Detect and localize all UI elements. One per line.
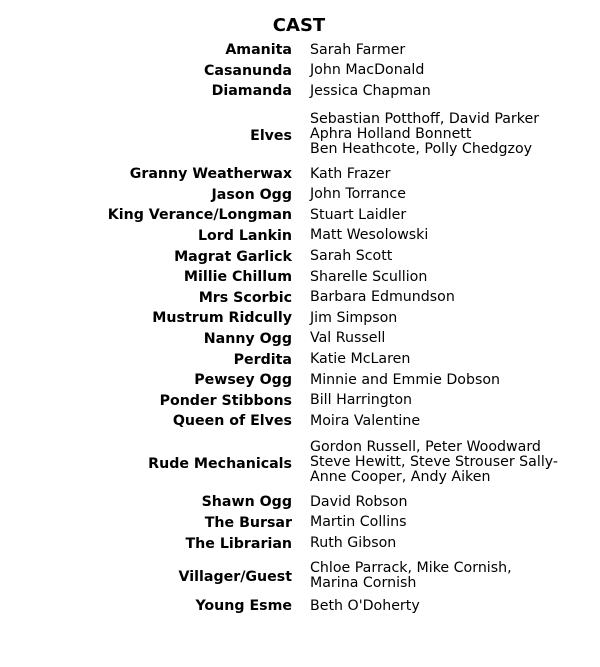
cast-row xyxy=(0,41,600,59)
role-name: Amanita xyxy=(225,42,292,58)
actor-line: Matt Wesolowski xyxy=(310,227,429,244)
actor-line: Sarah Farmer xyxy=(310,41,406,58)
cast-row xyxy=(0,309,600,327)
role-name: Millie Chillum xyxy=(183,269,292,286)
actor-names xyxy=(310,371,580,389)
actor-names xyxy=(310,514,580,532)
cast-row xyxy=(0,206,600,224)
role-name: Elves xyxy=(250,127,292,144)
cast-row xyxy=(0,514,600,532)
actor-line: Anne Cooper, Andy Aiken xyxy=(310,469,491,486)
role-name: The Librarian xyxy=(185,535,292,552)
role-name: Magrat Garlick xyxy=(174,248,292,265)
actor-line: Chloe Parrack, Mike Cornish, xyxy=(310,559,512,576)
actor-line: Steve Hewitt, Steve Strouser Sally- xyxy=(310,454,559,471)
cast-row xyxy=(0,268,600,286)
role-name: Mustrum Ridcully xyxy=(152,310,292,327)
actor-line: Jim Simpson xyxy=(310,309,398,326)
cast-list xyxy=(0,41,600,618)
cast-heading: CAST xyxy=(272,15,326,36)
cast-row xyxy=(0,493,600,511)
actor-names xyxy=(310,493,580,511)
actor-line: Moira Valentine xyxy=(310,412,421,429)
actor-names xyxy=(310,289,580,307)
actor-line: Barbara Edmundson xyxy=(310,289,455,306)
role-name: Jason Ogg xyxy=(211,186,292,203)
actor-names xyxy=(310,227,580,245)
actor-names xyxy=(310,62,580,80)
cast-row xyxy=(0,82,600,100)
cast-row xyxy=(0,371,600,389)
role-name: King Verance/Longman xyxy=(107,207,292,224)
actor-line: Jessica Chapman xyxy=(310,82,431,99)
actor-names xyxy=(310,412,580,430)
role-name: Perdita xyxy=(233,351,292,368)
actor-names xyxy=(310,392,580,410)
actor-names xyxy=(310,438,580,489)
cast-row xyxy=(0,248,600,266)
actor-line: Val Russell xyxy=(310,330,386,347)
cast-row xyxy=(0,289,600,307)
actor-names xyxy=(310,82,580,100)
actor-line: Sharelle Scullion xyxy=(310,268,428,285)
actor-line: Sarah Scott xyxy=(310,248,393,265)
role-name: Ponder Stibbons xyxy=(159,392,292,409)
actor-line: Gordon Russell, Peter Woodward xyxy=(310,439,541,456)
role-name: Diamanda xyxy=(211,83,292,100)
cast-row xyxy=(0,110,600,161)
actor-names xyxy=(310,110,580,161)
role-name: Pewsey Ogg xyxy=(194,372,292,389)
actor-line: Bill Harrington xyxy=(310,392,413,409)
actor-line: Katie McLaren xyxy=(310,351,411,368)
actor-line: Sebastian Potthoff, David Parker xyxy=(310,111,540,128)
cast-row xyxy=(0,351,600,369)
cast-row xyxy=(0,392,600,410)
actor-names xyxy=(310,186,580,204)
actor-line: Kath Frazer xyxy=(310,165,391,182)
actor-names xyxy=(310,309,580,327)
role-name: Casanunda xyxy=(203,62,292,79)
role-name: Rude Mechanicals xyxy=(148,455,292,472)
actor-line: Minnie and Emmie Dobson xyxy=(310,371,501,388)
role-name: Shawn Ogg xyxy=(201,494,292,511)
actor-names xyxy=(310,597,580,615)
cast-row xyxy=(0,535,600,553)
actor-line: John MacDonald xyxy=(310,62,425,79)
cast-row xyxy=(0,165,600,183)
actor-line: Beth O'Doherty xyxy=(310,597,420,614)
actor-names xyxy=(310,248,580,266)
actor-names xyxy=(310,268,580,286)
cast-row xyxy=(0,186,600,204)
role-name: Young Esme xyxy=(195,598,292,615)
actor-names xyxy=(310,165,580,183)
actor-names xyxy=(310,330,580,348)
actor-names xyxy=(310,206,580,224)
role-name: Nanny Ogg xyxy=(203,330,292,347)
actor-line: David Robson xyxy=(310,493,408,510)
actor-line: Ruth Gibson xyxy=(310,535,397,551)
actor-line: Marina Cornish xyxy=(310,574,417,591)
cast-row xyxy=(0,62,600,80)
role-name: Villager/Guest xyxy=(178,568,292,585)
actor-line: Stuart Laidler xyxy=(310,206,407,223)
actor-line: Aphra Holland Bonnett xyxy=(310,126,472,143)
role-name: The Bursar xyxy=(204,514,292,531)
actor-names xyxy=(310,351,580,369)
actor-names xyxy=(310,41,580,59)
actor-names xyxy=(310,559,580,595)
actor-names xyxy=(310,535,580,553)
cast-row xyxy=(0,438,600,489)
role-name: Lord Lankin xyxy=(198,227,292,244)
role-name: Queen of Elves xyxy=(172,413,292,430)
actor-line: John Torrance xyxy=(310,186,406,203)
role-name: Granny Weatherwax xyxy=(129,166,292,183)
cast-row xyxy=(0,330,600,348)
cast-row xyxy=(0,559,600,595)
actor-line: Ben Heathcote, Polly Chedgzoy xyxy=(310,141,533,158)
cast-row xyxy=(0,227,600,245)
cast-row xyxy=(0,597,600,615)
role-name: Mrs Scorbic xyxy=(198,289,292,306)
actor-line: Martin Collins xyxy=(310,514,407,531)
cast-row xyxy=(0,412,600,430)
